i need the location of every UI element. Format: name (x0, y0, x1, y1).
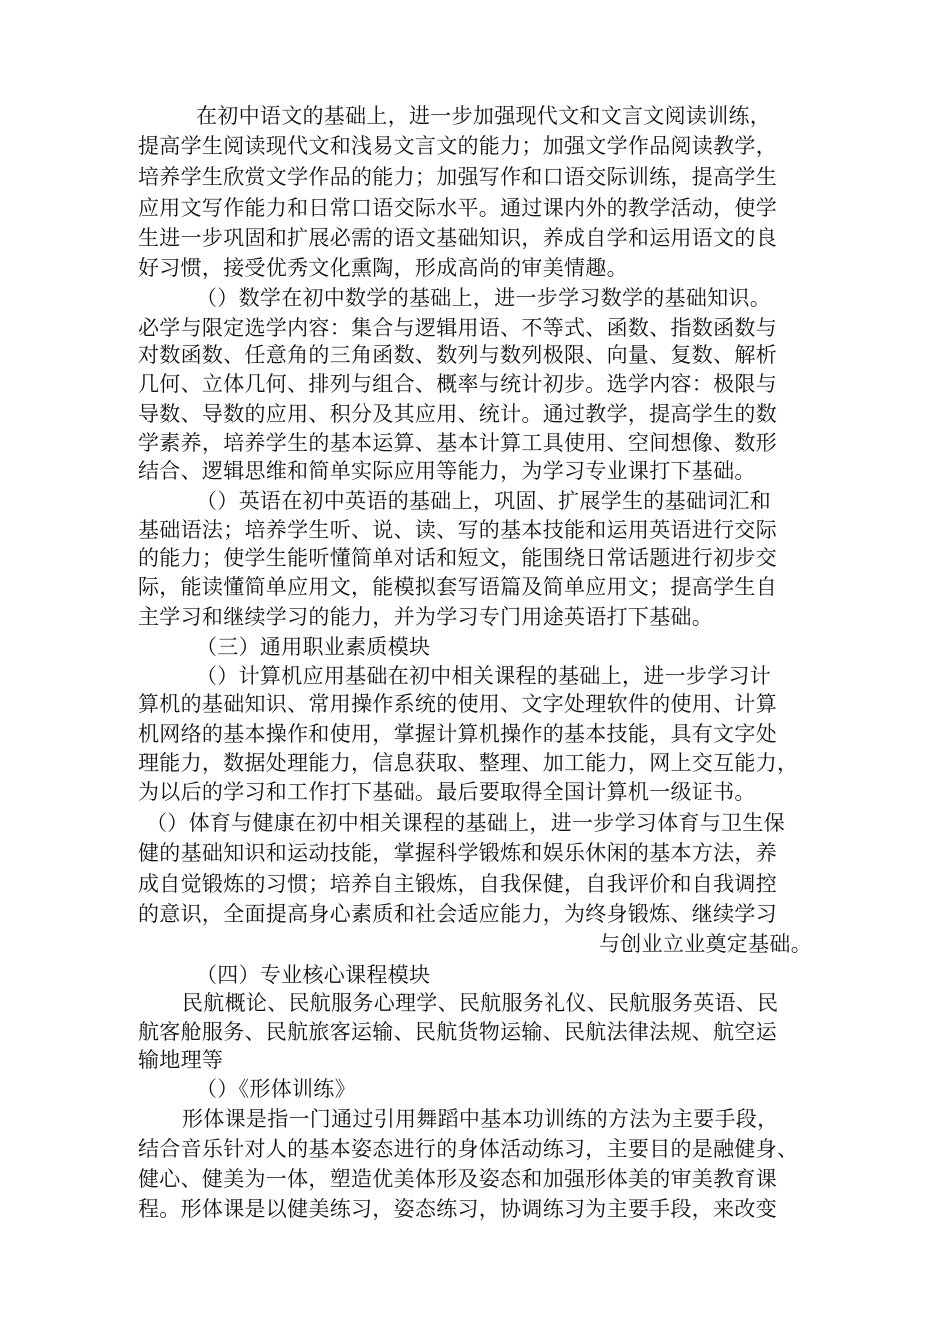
text-line: 基础语法；培养学生听、说、读、写的基本技能和运用英语进行交际 (138, 518, 777, 542)
text-line: 好习惯，接受优秀文化熏陶，形成高尚的审美情趣。 (138, 256, 628, 280)
text-line: 必学与限定选学内容：集合与逻辑用语、不等式、函数、指数函数与 (138, 316, 777, 340)
text-line: 主学习和继续学习的能力，并为学习专门用途英语打下基础。 (138, 605, 714, 629)
text-line: 导数、导数的应用、积分及其应用、统计。通过教学，提高学生的数 (138, 402, 777, 426)
text-line: 几何、立体几何、排列与组合、概率与统计初步。选学内容：极限与 (138, 372, 777, 396)
text-line: 生进一步巩固和扩展必需的语文基础知识，养成自学和运用语文的良 (138, 226, 777, 250)
text-line: （）计算机应用基础在初中相关课程的基础上，进一步学习计 (196, 664, 772, 688)
text-line: 形体课是指一门通过引用舞蹈中基本功训练的方法为主要手段， (182, 1107, 779, 1131)
text-line: （）体育与健康在初中相关课程的基础上，进一步学习体育与卫生保 (146, 811, 785, 835)
text-line: 结合音乐针对人的基本姿态进行的身体活动练习，主要目的是融健身、 (138, 1137, 799, 1161)
text-line: 应用文写作能力和日常口语交际水平。通过课内外的教学活动，使学 (138, 196, 777, 220)
section-heading: （四）专业核心课程模块 (196, 963, 431, 987)
text-line: 培养学生欣赏文学作品的能力；加强写作和口语交际训练，提高学生 (138, 165, 777, 189)
text-line: 提高学生阅读现代文和浅易文言文的能力；加强文学作品阅读教学， (138, 134, 777, 158)
text-line: 理能力，数据处理能力，信息获取、整理、加工能力，网上交互能力， (138, 751, 799, 775)
text-line: 航客舱服务、民航旅客运输、民航货物运输、民航法律法规、航空运 (138, 1020, 777, 1044)
text-line: 为以后的学习和工作打下基础。最后要取得全国计算机一级证书。 (138, 780, 756, 804)
text-line: 民航概论、民航服务心理学、民航服务礼仪、民航服务英语、民 (182, 991, 779, 1015)
text-line: 际，能读懂简单应用文，能模拟套写语篇及简单应用文；提高学生自 (138, 575, 777, 599)
text-line: 机网络的基本操作和使用，掌握计算机操作的基本技能，具有文字处 (138, 722, 777, 746)
text-line: 程。形体课是以健美练习，姿态练习，协调练习为主要手段，来改变 (138, 1197, 777, 1221)
text-line: 算机的基础知识、常用操作系统的使用、文字处理软件的使用、计算 (138, 692, 777, 716)
text-line: （）数学在初中数学的基础上，进一步学习数学的基础知识。 (196, 286, 772, 310)
text-line: （）英语在初中英语的基础上，巩固、扩展学生的基础词汇和 (196, 489, 772, 513)
text-line: 结合、逻辑思维和简单实际应用等能力，为学习专业课打下基础。 (138, 459, 756, 483)
text-line: 输地理等 (138, 1048, 224, 1072)
text-line: 的意识，全面提高身心素质和社会适应能力，为终身锻炼、继续学习 (138, 902, 777, 926)
text-line: 与创业立业奠定基础。 (599, 932, 812, 956)
text-line: 的能力；使学生能听懂简单对话和短文，能围绕日常话题进行初步交 (138, 546, 777, 570)
subsection-heading: （）《形体训练》 (196, 1077, 356, 1101)
text-line: 在初中语文的基础上，进一步加强现代文和文言文阅读训练， (196, 104, 772, 128)
text-line: 成自觉锻炼的习惯；培养自主锻炼，自我保健，自我评价和自我调控 (138, 872, 777, 896)
text-line: 健心、健美为一体，塑造优美体形及姿态和加强形体美的审美教育课 (138, 1167, 777, 1191)
text-line: 对数函数、任意角的三角函数、数列与数列极限、向量、复数、解析 (138, 343, 777, 367)
text-line: 学素养，培养学生的基本运算、基本计算工具使用、空间想像、数形 (138, 431, 777, 455)
text-line: 健的基础知识和运动技能，掌握科学锻炼和娱乐休闲的基本方法，养 (138, 841, 777, 865)
section-heading: （三）通用职业素质模块 (196, 635, 431, 659)
